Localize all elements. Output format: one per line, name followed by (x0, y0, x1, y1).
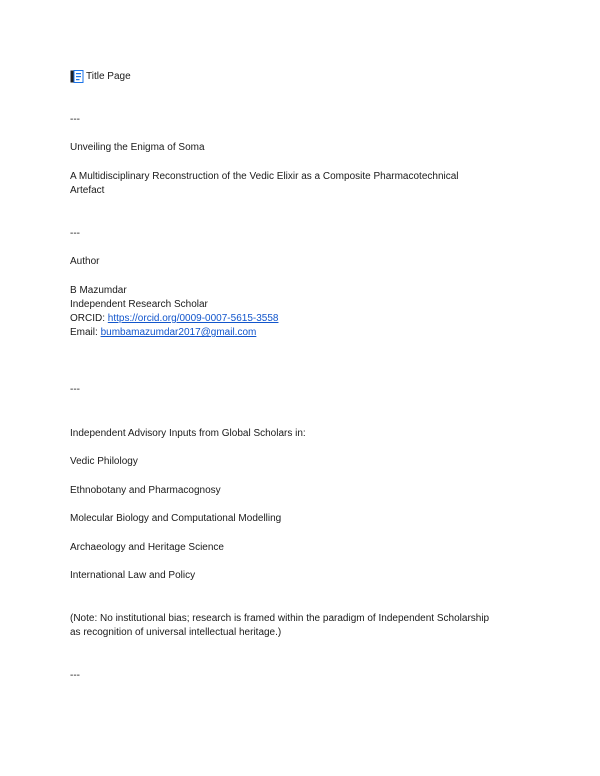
document-subtitle-line2: Artefact (70, 185, 105, 196)
advisory-field: International Law and Policy (70, 570, 196, 581)
advisory-field: Vedic Philology (70, 456, 138, 467)
email-line (70, 326, 256, 339)
advisory-heading: Independent Advisory Inputs from Global Scholars in: (70, 428, 306, 439)
orcid-link[interactable]: https://orcid.org/0009-0007-5615-3558 (107, 313, 279, 324)
email-label: Email: (70, 327, 98, 338)
note-line1: (Note: No institutional bias; research is framed within the paradigm of Independent Scholarship (70, 613, 490, 624)
orcid-line (70, 312, 278, 325)
advisory-field: Molecular Biology and Computational Modelling (70, 513, 282, 524)
orcid-label: ORCID: (70, 313, 105, 324)
advisory-field: Ethnobotany and Pharmacognosy (70, 485, 221, 496)
separator-1: --- (70, 114, 80, 125)
advisory-field: Archaeology and Heritage Science (70, 542, 224, 553)
title-page-header (70, 70, 131, 83)
author-heading: Author (70, 256, 100, 267)
note-line2: as recognition of universal intellectual heritage.) (70, 627, 282, 638)
author-name: B Mazumdar (70, 285, 127, 296)
author-affiliation: Independent Research Scholar (70, 299, 208, 310)
separator-3: --- (70, 384, 80, 395)
bookmark-page-icon (70, 70, 84, 83)
email-link[interactable]: bumbamazumdar2017@gmail.com (100, 327, 257, 338)
separator-2: --- (70, 228, 80, 239)
document-subtitle-line1: A Multidisciplinary Reconstruction of the Vedic Elixir as a Composite Pharmacotechnical (70, 171, 459, 182)
separator-4: --- (70, 670, 80, 681)
title-page-label: Title Page (86, 71, 131, 82)
document-title: Unveiling the Enigma of Soma (70, 142, 205, 153)
